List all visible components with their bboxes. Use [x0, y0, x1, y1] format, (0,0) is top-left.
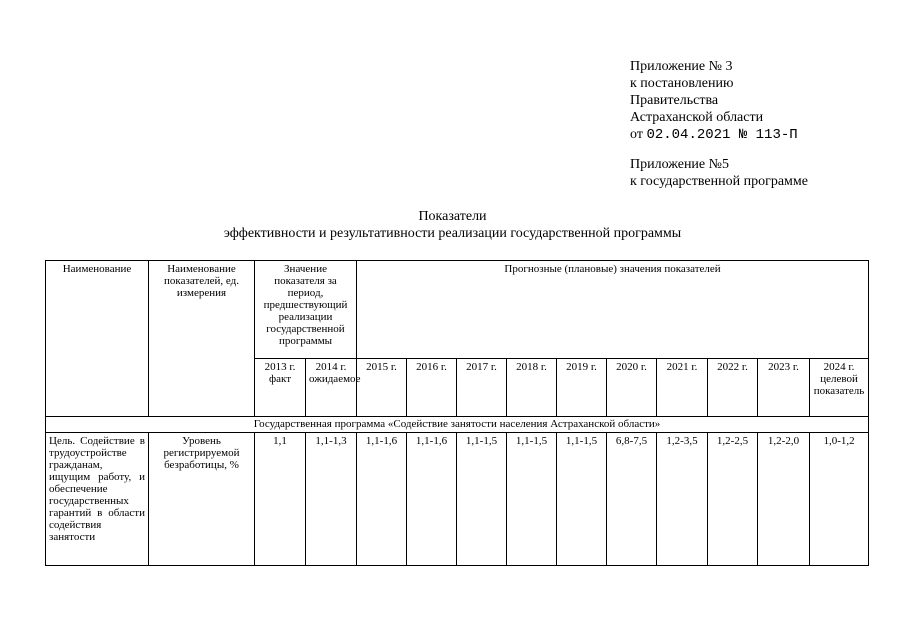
year-2022: 2022 г. — [708, 359, 758, 417]
year-2024: 2024 г. целевой показатель — [810, 359, 869, 417]
government: Правительства — [630, 93, 719, 108]
indicator-cell: Уровень регистрируемой безработицы, % — [149, 433, 255, 566]
col-forecast-header: Прогнозные (плановые) значения показателей — [357, 261, 869, 359]
year-2016: 2016 г. — [407, 359, 457, 417]
col-name-header: Наименование — [46, 261, 149, 417]
goal-cell: Цель. Содействие в трудоустройстве гражданам, ищущим работу, и обеспечение государственных гарантий в области содействия занятости — [46, 433, 149, 566]
indicators-table — [45, 260, 869, 566]
program-row — [46, 417, 869, 433]
value-2013: 1,1 — [255, 433, 306, 566]
value-2023: 1,2-2,0 — [758, 433, 810, 566]
year-2021: 2021 г. — [657, 359, 708, 417]
program-name: Государственная программа «Содействие занятости населения Астраханской области» — [46, 417, 869, 433]
year-2017: 2017 г. — [457, 359, 507, 417]
title-line-1: Показатели — [418, 209, 487, 224]
value-2016: 1,1-1,6 — [407, 433, 457, 566]
date-prefix: от — [630, 127, 643, 142]
year-2020: 2020 г. — [607, 359, 657, 417]
region: Астраханской области — [630, 110, 764, 125]
value-2018: 1,1-1,5 — [507, 433, 557, 566]
value-2022: 1,2-2,5 — [708, 433, 758, 566]
header-row — [46, 261, 869, 359]
col-prior-value-header: Значение показателя за период, предшествующий реализации государственной программы — [255, 261, 357, 359]
value-2015: 1,1-1,6 — [357, 433, 407, 566]
to-program: к государственной программе — [630, 174, 808, 189]
year-2013: 2013 г. факт — [255, 359, 306, 417]
year-2018: 2018 г. — [507, 359, 557, 417]
appendix-header — [630, 58, 808, 190]
date-stamp: 02.04.2021 № 113-П — [646, 127, 798, 143]
document-title — [0, 208, 905, 242]
value-2020: 6,8-7,5 — [607, 433, 657, 566]
table-row — [46, 433, 869, 566]
resolution-date — [630, 126, 808, 144]
value-2019: 1,1-1,5 — [557, 433, 607, 566]
value-2024: 1,0-1,2 — [810, 433, 869, 566]
year-2014: 2014 г. ожидаемое — [306, 359, 357, 417]
value-2021: 1,2-3,5 — [657, 433, 708, 566]
appendix2-number: Приложение №5 — [630, 157, 729, 172]
value-2014: 1,1-1,3 — [306, 433, 357, 566]
value-2017: 1,1-1,5 — [457, 433, 507, 566]
appendix-number: Приложение № 3 — [630, 59, 733, 74]
year-2019: 2019 г. — [557, 359, 607, 417]
col-indicator-header: Наименование показателей, ед. измерения — [149, 261, 255, 417]
to-resolution: к постановлению — [630, 76, 734, 91]
title-line-2: эффективности и результативности реализации государственной программы — [223, 226, 682, 241]
year-2023: 2023 г. — [758, 359, 810, 417]
year-2015: 2015 г. — [357, 359, 407, 417]
